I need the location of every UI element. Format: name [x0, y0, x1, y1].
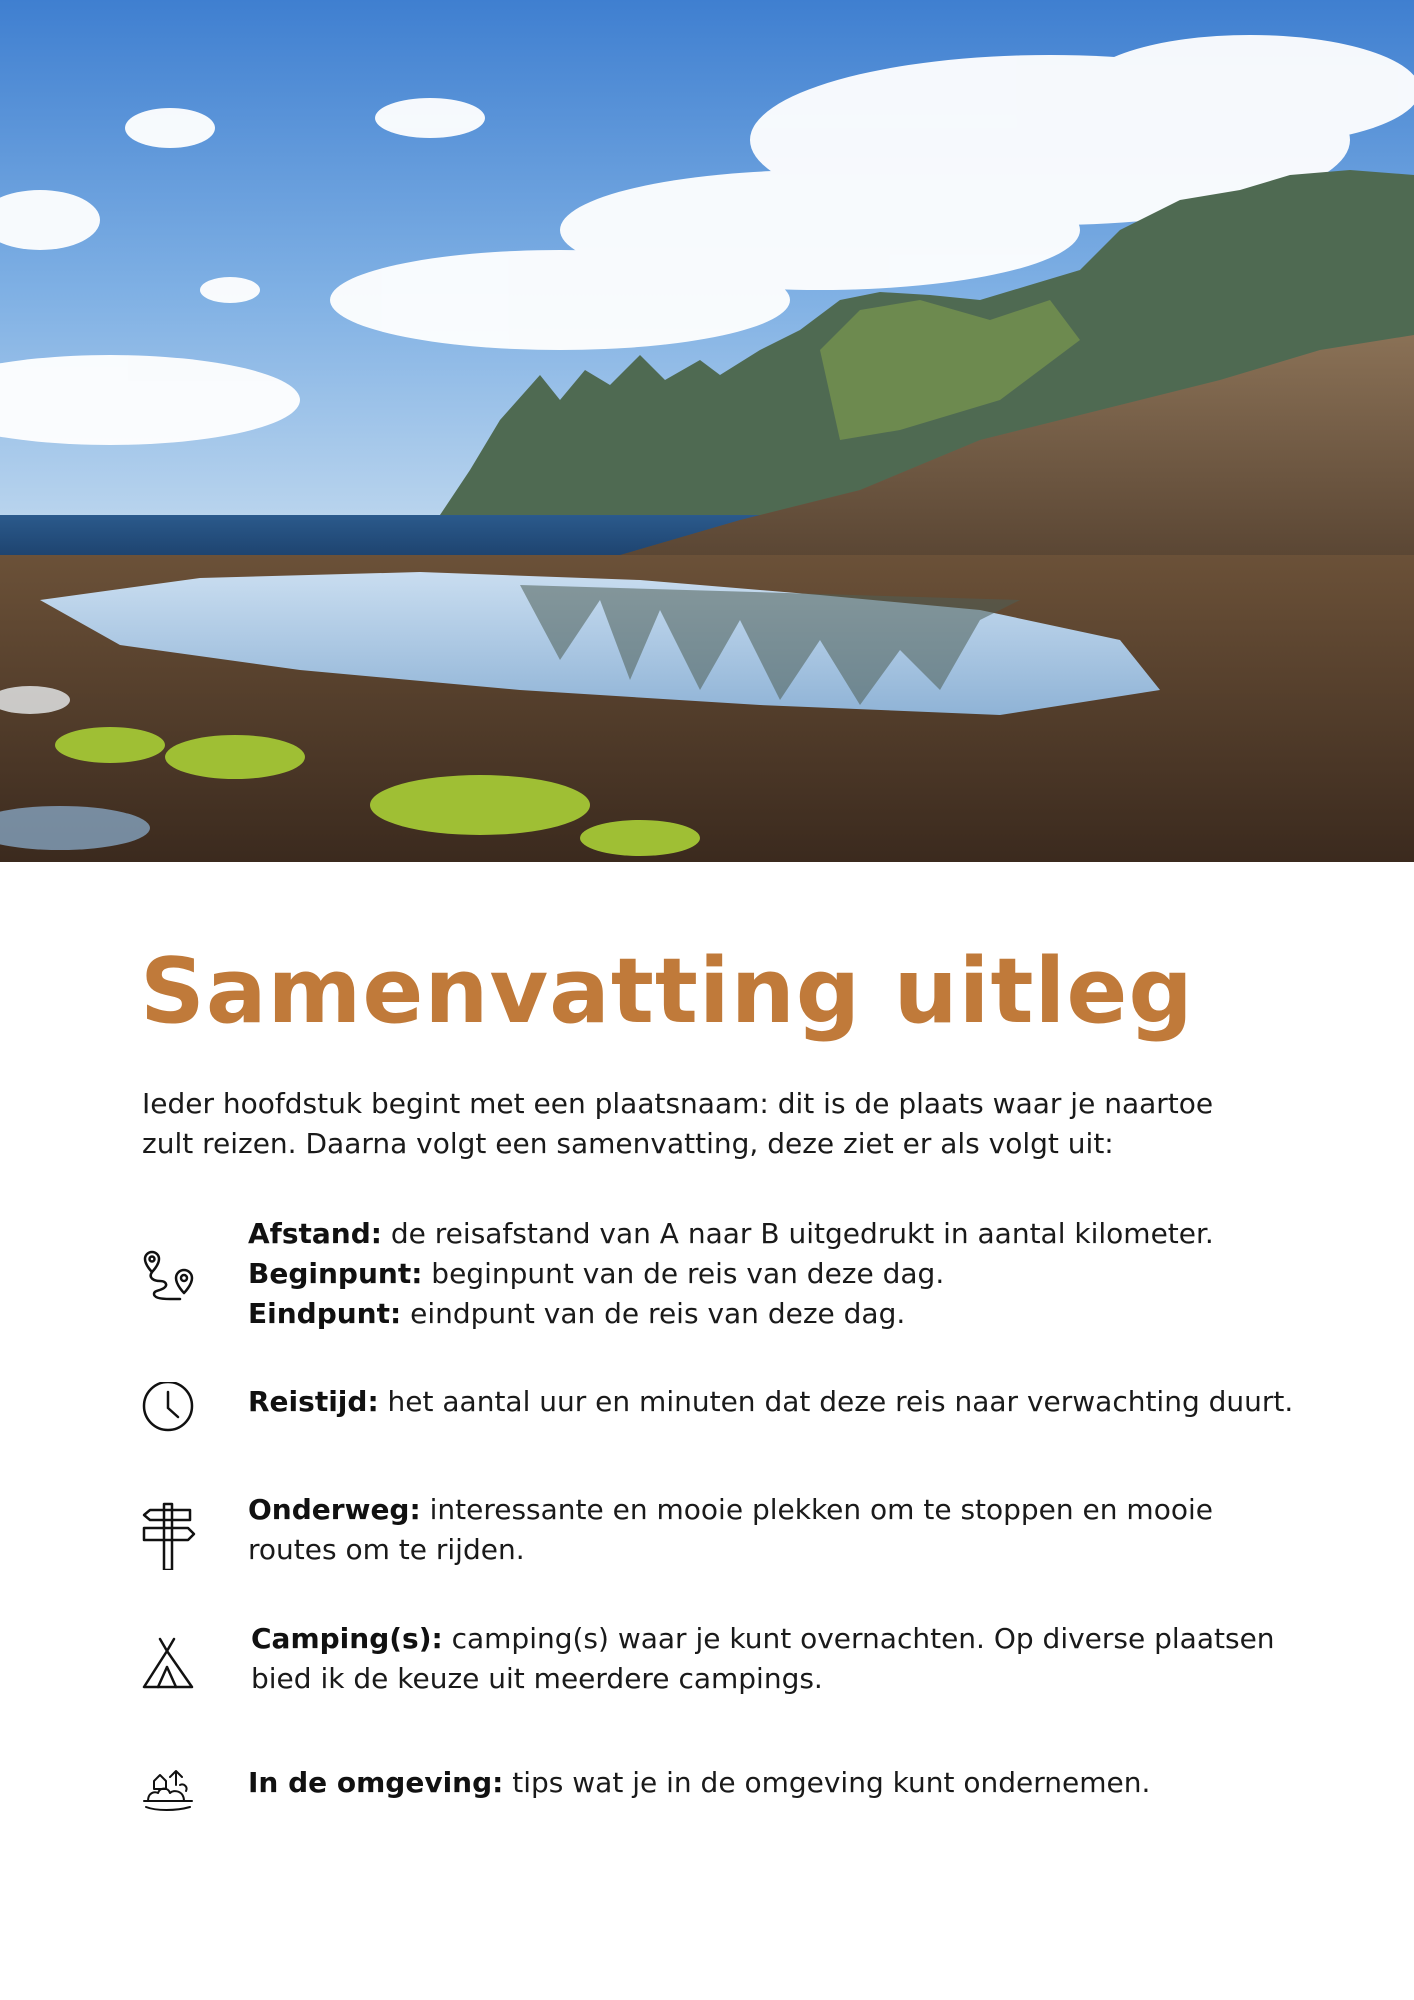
summary-item-text — [248, 1382, 1298, 1422]
summary-item-text — [251, 1619, 1301, 1699]
hero-image — [0, 0, 1414, 862]
camping-label: Camping(s): — [251, 1622, 443, 1655]
on-the-way-text: interessante en mooie plekken om te stoppen en mooie routes om te rijden. — [248, 1493, 1213, 1566]
page-title: Samenvatting uitleg — [140, 939, 1194, 1044]
start-text: beginpunt van de reis van deze dag. — [422, 1257, 945, 1290]
on-the-way-label: Onderweg: — [248, 1493, 421, 1526]
route-icon — [140, 1248, 200, 1318]
signpost-icon — [140, 1500, 200, 1570]
end-label: Eindpunt: — [248, 1297, 402, 1330]
clock-icon — [140, 1382, 200, 1452]
summary-item-text — [248, 1490, 1298, 1570]
start-label: Beginpunt: — [248, 1257, 423, 1290]
surroundings-text: tips wat je in de omgeving kunt ondernemen. — [503, 1766, 1151, 1799]
distance-label: Afstand: — [248, 1217, 382, 1250]
distance-text: de reisafstand van A naar B uitgedrukt in aantal kilometer. — [381, 1217, 1214, 1250]
summary-item-text — [248, 1214, 1298, 1334]
travel-time-text: het aantal uur en minuten dat deze reis naar verwachting duurt. — [378, 1385, 1294, 1418]
end-line — [248, 1294, 1298, 1334]
camping-text: camping(s) waar je kunt overnachten. Op diverse plaatsen bied ik de keuze uit meerdere campings. — [251, 1622, 1275, 1695]
tent-icon — [140, 1637, 200, 1707]
surroundings-label: In de omgeving: — [248, 1766, 504, 1799]
surroundings-icon — [140, 1763, 200, 1833]
start-line — [248, 1254, 1298, 1294]
end-text: eindpunt van de reis van deze dag. — [401, 1297, 906, 1330]
distance-line — [248, 1214, 1298, 1254]
summary-item-text — [248, 1763, 1298, 1803]
intro-paragraph: Ieder hoofdstuk begint met een plaatsnaam: dit is de plaats waar je naartoe zult reizen. Daarna volgt een samenvatting, deze ziet er als volgt uit: — [142, 1087, 1214, 1160]
travel-time-label: Reistijd: — [248, 1385, 379, 1418]
